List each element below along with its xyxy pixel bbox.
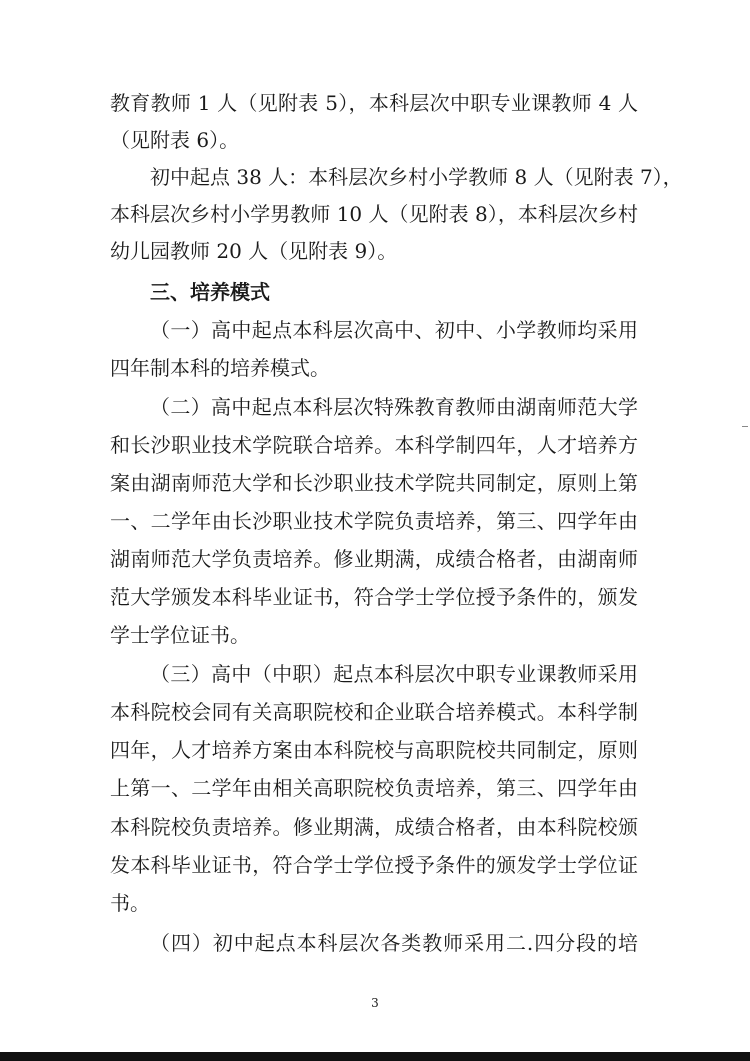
text-line: 初中起点 38 人：本科层次乡村小学教师 8 人（见附表 7）， [150, 165, 683, 189]
text-line: 和长沙职业技术学院联合培养。本科学制四年，人才培养方 [110, 433, 638, 457]
text-line: 一、二学年由长沙职业技术学院负责培养，第三、四学年由 [110, 509, 638, 533]
text-line: （四）初中起点本科层次各类教师采用二.四分段的培 [150, 931, 638, 955]
text-line: 本科层次乡村小学男教师 10 人（见附表 8），本科层次乡村 [110, 202, 638, 226]
text-line: 本科院校会同有关高职院校和企业联合培养模式。本科学制 [110, 700, 638, 724]
text-line: （一）高中起点本科层次高中、初中、小学教师均采用 [150, 318, 638, 342]
text-line: （见附表 6）。 [110, 128, 240, 152]
page-number: 3 [371, 996, 379, 1010]
text-line: 学士学位证书。 [110, 623, 250, 647]
scan-edge-mark [742, 426, 748, 427]
scan-bottom-border [0, 1052, 750, 1061]
text-line: 四年制本科的培养模式。 [110, 356, 330, 380]
text-line: 湖南师范大学负责培养。修业期满，成绩合格者，由湖南师 [110, 547, 638, 571]
text-line: （二）高中起点本科层次特殊教育教师由湖南师范大学 [150, 395, 638, 419]
text-line: 范大学颁发本科毕业证书，符合学士学位授予条件的，颁发 [110, 585, 638, 609]
text-line: 上第一、二学年由相关高职院校负责培养，第三、四学年由 [110, 776, 638, 800]
text-line: 书。 [110, 891, 150, 915]
text-line: 本科院校负责培养。修业期满，成绩合格者，由本科院校颁 [110, 815, 638, 839]
text-line: 幼儿园教师 20 人（见附表 9）。 [110, 239, 398, 263]
text-line: 发本科毕业证书，符合学士学位授予条件的颁发学士学位证 [110, 853, 638, 877]
text-line: 四年，人才培养方案由本科院校与高职院校共同制定，原则 [110, 738, 638, 762]
text-line: 案由湖南师范大学和长沙职业技术学院共同制定，原则上第 [110, 471, 638, 495]
text-line: 教育教师 1 人（见附表 5），本科层次中职专业课教师 4 人 [110, 91, 638, 115]
section-heading: 三、培养模式 [150, 280, 270, 304]
text-line: （三）高中（中职）起点本科层次中职专业课教师采用 [150, 662, 638, 686]
